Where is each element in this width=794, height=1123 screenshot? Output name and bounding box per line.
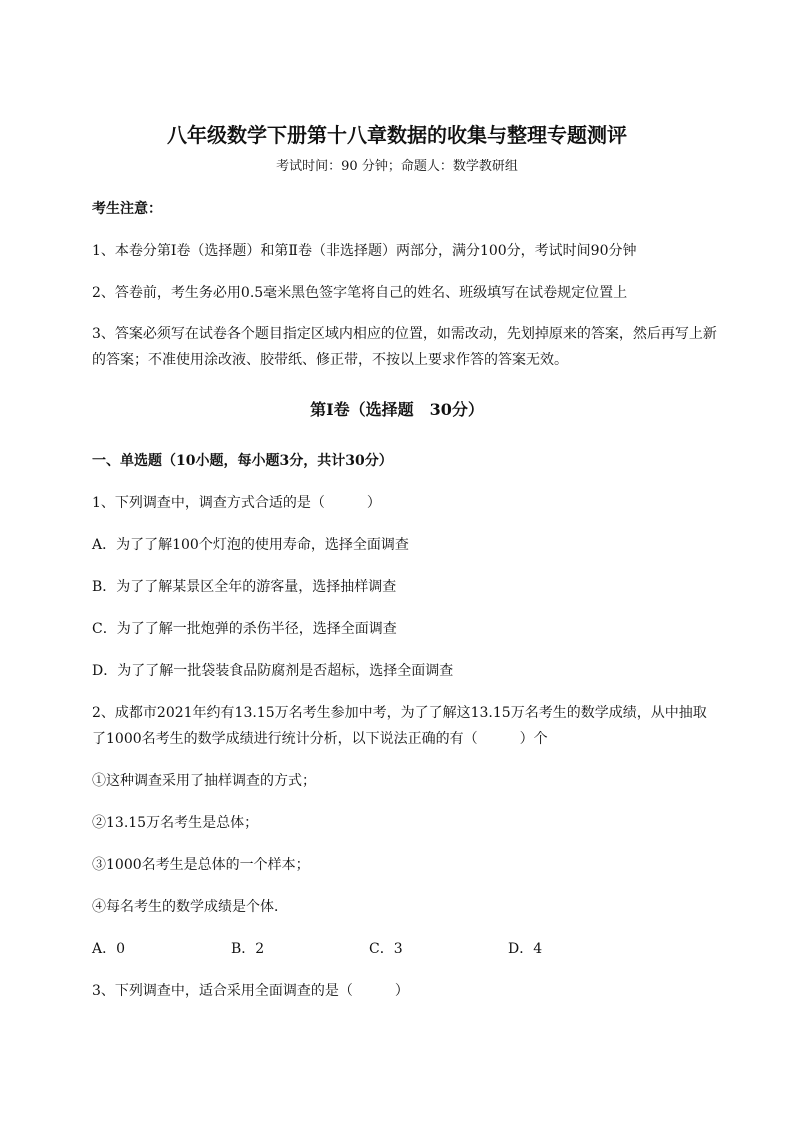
question-2-statement: ④每名考生的数学成绩是个体． — [92, 899, 288, 915]
notice-item: 1、本卷分第I卷（选择题）和第Ⅱ卷（非选择题）两部分，满分100分，考试时间90分钟 — [92, 243, 637, 259]
notice-item: 3、答案必须写在试卷各个题目指定区域内相应的位置，如需改动，先划掉原来的答案，然后再写上新 — [92, 326, 717, 342]
question-2-statement: ③1000名考生是总体的一个样本； — [92, 857, 310, 873]
section-title: 第I卷（选择题 30分） — [310, 400, 484, 419]
question-2-option-d: D．4 — [508, 941, 543, 957]
question-1-option-a: A．为了了解100个灯泡的使用寿命，选择全面调查 — [92, 537, 409, 553]
question-2-statement: ①这种调查采用了抽样调查的方式； — [92, 773, 316, 789]
question-3-stem: 3、下列调查中，适合采用全面调查的是（ ） — [92, 983, 409, 999]
question-2-option-a: A．0 — [92, 941, 126, 957]
question-1-option-d: D．为了了解一批袋装食品防腐剂是否超标，选择全面调查 — [92, 663, 454, 679]
question-1-stem: 1、下列调查中，调查方式合适的是（ ） — [92, 495, 381, 511]
page-title: 八年级数学下册第十八章数据的收集与整理专题测评 — [167, 123, 627, 147]
question-1-option-c: C．为了了解一批炮弹的杀伤半径，选择全面调查 — [92, 621, 397, 637]
notice-heading: 考生注意： — [92, 201, 162, 217]
question-2-stem: 2、成都市2021年约有13.15万名考生参加中考，为了了解这13.15万名考生的数学成绩，从中抽取 — [92, 705, 707, 721]
question-2-stem: 了1000名考生的数学成绩进行统计分析，以下说法正确的有（ ）个 — [92, 731, 548, 747]
notice-item: 的答案；不准使用涂改液、胶带纸、修正带，不按以上要求作答的答案无效。 — [92, 352, 568, 368]
part-heading: 一、单选题（10小题，每小题3分，共计30分） — [92, 453, 393, 469]
question-2-option-b: B．2 — [231, 941, 265, 957]
notice-item: 2、答卷前，考生务必用0.5毫米黑色签字笔将自己的姓名、班级填写在试卷规定位置上 — [92, 285, 628, 301]
question-2-option-c: C．3 — [369, 941, 403, 957]
question-1-option-b: B．为了了解某景区全年的游客量，选择抽样调查 — [92, 579, 397, 595]
exam-info: 考试时间：90 分钟；命题人：数学教研组 — [276, 159, 518, 174]
question-2-statement: ②13.15万名考生是总体； — [92, 815, 259, 831]
